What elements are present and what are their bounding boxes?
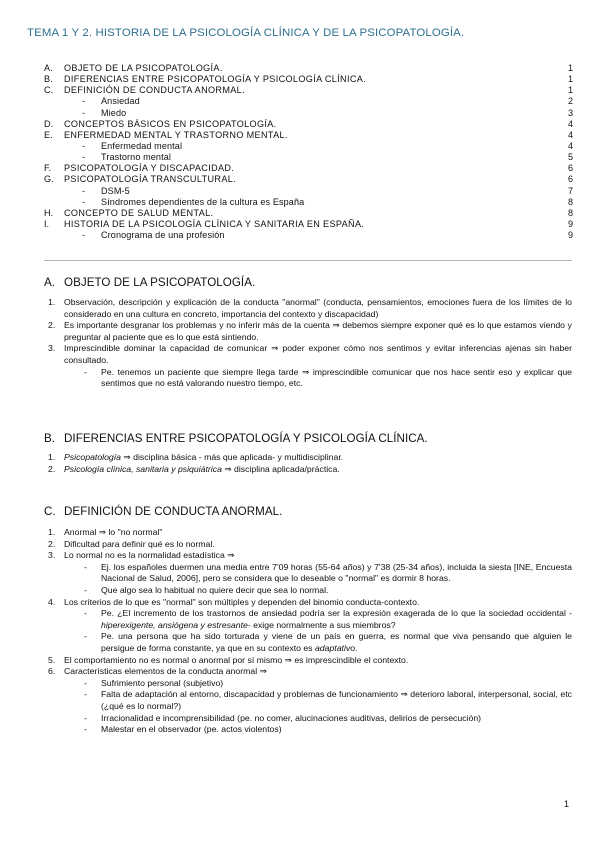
- section-a-list: [44, 297, 572, 390]
- section-heading-c: C. DEFINICIÓN DE CONDUCTA ANORMAL.: [44, 505, 283, 518]
- list-subitem: - Pe. ¿El incremento de los trastornos de ansiedad podría ser la expresión exagerada de lo que la sociedad occidental -hiperexigente, ansiógena y estresante- exige normalmente a sus miembros?: [84, 608, 572, 630]
- list-subitem: - Ej. los españoles duermen una media entre 7'09 horas (55-64 años) y 7'38 (25-34 años), incluida la siesta [INE, Encuesta Nacional de Salud, 2006], pero se considera que lo deseable o "normal" es dormir 8 horas.: [84, 561, 572, 584]
- table-of-contents: [44, 63, 573, 241]
- divider: [44, 260, 572, 261]
- toc-entry[interactable]: H. CONCEPTO DE SALUD MENTAL. 8: [44, 207, 573, 218]
- toc-subentry[interactable]: - Enfermedad mental 4: [82, 140, 573, 151]
- list-subitem: - Malestar en el observador (pe. actos violentos): [84, 724, 282, 735]
- toc-entry[interactable]: C. DEFINICIÓN DE CONDUCTA ANORMAL. 1: [44, 85, 573, 96]
- toc-entry[interactable]: F. PSICOPATOLOGÍA Y DISCAPACIDAD. 6: [44, 163, 573, 174]
- list-subitem: - Falta de adaptación al entorno, discapacidad y problemas de funcionamiento ⇒ deterioro laboral, interpersonal, social, etc (¿qué es lo normal?): [84, 689, 572, 711]
- toc-subentry[interactable]: - Síndromes dependientes de la cultura es España 8: [82, 196, 573, 207]
- document-title: TEMA 1 Y 2. HISTORIA DE LA PSICOLOGÍA CLÍNICA Y DE LA PSICOPATOLOGÍA.: [27, 27, 465, 39]
- list-item: 2. Psicología clínica, sanitaria y psiquiátrica ⇒ disciplina aplicada/práctica.: [48, 463, 340, 474]
- list-item: 1. Observación, descripción y explicación de la conducta "anormal" (conducta, pensamientos, emociones fuera de los límites de lo considerado en una cultura en concreto, importancia del contexto y discapacidad): [48, 297, 572, 319]
- list-subitem: - Irracionalidad e incomprensibilidad (pe. no comer, alucinaciones auditivas, delirios de persecución): [84, 712, 482, 723]
- toc-entry[interactable]: G. PSICOPATOLOGÍA TRANSCULTURAL. 6: [44, 174, 573, 185]
- toc-subentry[interactable]: - Ansiedad 2: [82, 96, 573, 107]
- list-item: 1. Psicopatología ⇒ disciplina básica - más que aplicada- y multidisciplinar.: [48, 452, 344, 462]
- toc-subentry[interactable]: - Trastorno mental 5: [82, 152, 573, 163]
- toc-subentry[interactable]: - Cronograma de una profesión 9: [82, 230, 573, 241]
- list-item: 5. El comportamiento no es normal o anormal por sí mismo ⇒ es imprescindible el contexto.: [48, 654, 409, 665]
- page-number: 1: [563, 799, 569, 809]
- list-item: 2. Es importante desgranar los problemas y no inferir más de la cuenta ⇒ debemos siempre exponer qué es lo que estamos viendo y preguntar al paciente que es lo que está sintiendo.: [48, 320, 572, 342]
- section-heading-b: B. DIFERENCIAS ENTRE PSICOPATOLOGÍA Y PSICOLOGÍA CLÍNICA.: [44, 432, 428, 445]
- list-item: 3. Lo normal no es la normalidad estadística ⇒: [48, 550, 235, 561]
- list-subitem: - Que algo sea lo habitual no quiere decir que sea lo normal.: [84, 584, 329, 595]
- toc-entry[interactable]: D. CONCEPTOS BÁSICOS EN PSICOPATOLOGÍA. 4: [44, 118, 573, 129]
- toc-entry[interactable]: E. ENFERMEDAD MENTAL Y TRASTORNO MENTAL. 4: [44, 129, 573, 140]
- list-subitem: - Pe. una persona que ha sido torturada y viene de un país en guerra, es normal que viva pensando que alguien le persigue de forma constante, ya que en su contexto es adaptativo.: [84, 631, 572, 653]
- toc-subentry[interactable]: - DSM-5 7: [82, 185, 573, 196]
- section-heading-a: A. OBJETO DE LA PSICOPATOLOGÍA.: [44, 276, 256, 289]
- list-item: 4. Los criterios de lo que es "normal" son múltiples y dependen del binomio conducta-contexto.: [48, 596, 420, 607]
- section-c-list: [44, 527, 572, 736]
- toc-entry[interactable]: A. OBJETO DE LA PSICOPATOLOGÍA. 1: [44, 63, 573, 73]
- list-item: 2. Dificultad para definir qué es lo normal.: [48, 538, 215, 549]
- list-item: 3. Imprescindible dominar la capacidad de comunicar ⇒ poder exponer cómo nos sentimos y evitar inferencias ajenas sin haber consultado.: [48, 343, 572, 365]
- list-subitem: - Sufrimiento personal (subjetivo): [84, 677, 224, 688]
- toc-entry[interactable]: B. DIFERENCIAS ENTRE PSICOPATOLOGÍA Y PSICOLOGÍA CLÍNICA. 1: [44, 74, 573, 85]
- list-subitem: - Pe. tenemos un paciente que siempre llega tarde ⇒ imprescindible comunicar que nos hace sentir eso y explicar que sentimos que no está valorando nuestro tiempo, etc.: [84, 366, 572, 389]
- toc-entry[interactable]: I. HISTORIA DE LA PSICOLOGÍA CLÍNICA Y SANITARIA EN ESPAÑA. 9: [44, 218, 573, 229]
- list-item: 1. Anormal ⇒ lo "no normal": [48, 527, 163, 537]
- toc-subentry[interactable]: - Miedo 3: [82, 107, 573, 118]
- list-item: 6. Características elementos de la conducta anormal ⇒: [48, 666, 267, 677]
- section-b-list: [44, 452, 572, 475]
